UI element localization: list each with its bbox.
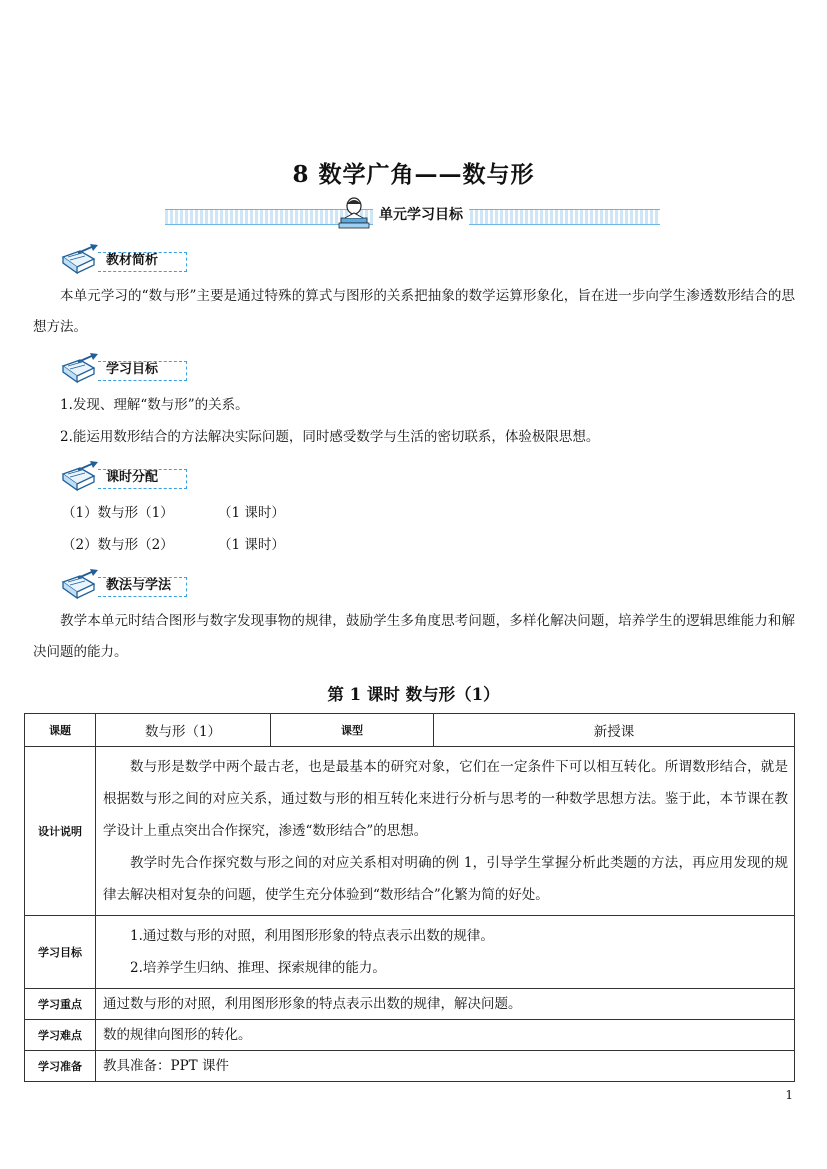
table-row bbox=[25, 989, 795, 1020]
goal-line: 2.培养学生归纳、推理、探索规律的能力。 bbox=[130, 960, 386, 976]
table-row bbox=[25, 1020, 795, 1051]
schedule-item-hours: （1 课时） bbox=[218, 505, 285, 521]
cell-value: 数的规律向图形的转化。 bbox=[96, 1020, 795, 1051]
cell-value: 通过数与形的对照，利用图形形象的特点表示出数的规律，解决问题。 bbox=[96, 989, 795, 1020]
table-row bbox=[25, 916, 795, 989]
cell-label: 课题 bbox=[25, 714, 96, 747]
goal-line: 1.通过数与形的对照，利用图形形象的特点表示出数的规律。 bbox=[130, 928, 494, 944]
cell-label: 学习难点 bbox=[25, 1020, 96, 1051]
table-row bbox=[25, 747, 795, 916]
cell-value: 数与形（1） bbox=[96, 714, 271, 747]
page-title: 8 数学广角——数与形 bbox=[292, 161, 535, 188]
lesson-plan-table bbox=[24, 713, 795, 1082]
section-label: 教材简析 bbox=[106, 253, 159, 268]
section-label: 教法与学法 bbox=[106, 578, 172, 593]
cell-value bbox=[96, 916, 795, 989]
cell-label: 设计说明 bbox=[25, 747, 96, 916]
methods-text: 教学本单元时结合图形与数字发现事物的规律，鼓励学生多角度思考问题，多样化解决问题，培养学生的逻辑思维能力和解决问题的能力。 bbox=[33, 613, 795, 660]
banner-label: 单元学习目标 bbox=[373, 204, 469, 226]
section-heading-methods bbox=[60, 568, 190, 598]
schedule-item-name: （1）数与形（1） bbox=[62, 505, 174, 521]
table-row bbox=[25, 1051, 795, 1082]
cell-label: 课型 bbox=[271, 714, 434, 747]
schedule-item-name: （2）数与形（2） bbox=[62, 537, 174, 553]
section-label: 课时分配 bbox=[106, 470, 159, 485]
materials-text: 本单元学习的“数与形”主要是通过特殊的算式与图形的关系把抽象的数学运算形象化，旨在进一步向学生渗透数形结合的思想方法。 bbox=[33, 288, 795, 335]
goal-item: 1.发现、理解“数与形”的关系。 bbox=[60, 397, 249, 413]
schedule-item-hours: （1 课时） bbox=[218, 537, 285, 553]
cell-label: 学习准备 bbox=[25, 1051, 96, 1082]
cell-value bbox=[96, 747, 795, 916]
goal-item: 2.能运用数形结合的方法解决实际问题，同时感受数学与生活的密切联系，体验极限思想。 bbox=[60, 429, 600, 445]
section-label: 学习目标 bbox=[106, 362, 159, 377]
design-paragraph: 数与形是数学中两个最古老，也是最基本的研究对象，它们在一定条件下可以相互转化。所谓数形结合，就是根据数与形之间的对应关系，通过数与形的相互转化来进行分析与思考的一种数学思想方法。鉴于此，本节课在教学设计上重点突出合作探究，渗透“数形结合”的思想。 bbox=[103, 759, 788, 839]
cell-value: 新授课 bbox=[434, 714, 795, 747]
design-paragraph: 教学时先合作探究数与形之间的对应关系相对明确的例 1，引导学生掌握分析此类题的方法，再应用发现的规律去解决相对复杂的问题，使学生充分体验到“数形结合”化繁为简的好处。 bbox=[103, 855, 788, 903]
cell-label: 学习重点 bbox=[25, 989, 96, 1020]
table-row bbox=[25, 714, 795, 747]
cell-value: 教具准备：PPT 课件 bbox=[96, 1051, 795, 1082]
page-number: 1 bbox=[785, 1088, 793, 1102]
reading-student-icon bbox=[333, 196, 375, 232]
section-heading-materials bbox=[60, 243, 190, 273]
section-heading-goals bbox=[60, 352, 190, 382]
section-heading-schedule bbox=[60, 460, 190, 490]
unit-goals-banner bbox=[165, 196, 660, 232]
lesson-title: 第 1 课时 数与形（1） bbox=[327, 685, 500, 704]
cell-label: 学习目标 bbox=[25, 916, 96, 989]
